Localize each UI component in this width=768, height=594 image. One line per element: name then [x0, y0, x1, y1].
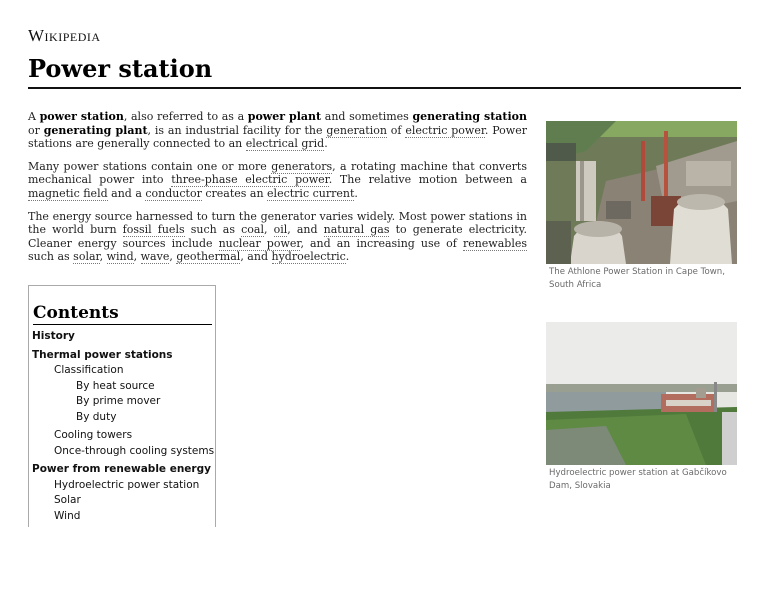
toc-item-classification[interactable]: Classification — [54, 364, 124, 376]
toc-item-by-duty[interactable]: By duty — [76, 410, 117, 423]
text: , — [99, 250, 107, 264]
link-nuclear-power[interactable]: nuclear power — [218, 236, 301, 250]
toc-title: Contents — [33, 303, 212, 325]
link-generators[interactable]: generators — [271, 159, 333, 173]
wikipedia-wordmark[interactable]: Wikipedia — [28, 26, 101, 45]
article-body — [28, 110, 527, 273]
intro-paragraph-1 — [28, 110, 527, 151]
text: , and — [287, 223, 324, 237]
gabcikovo-dam-photo[interactable] — [546, 322, 737, 465]
toc-list — [29, 329, 215, 524]
link-solar[interactable]: solar — [73, 250, 100, 264]
figure-gabcikovo — [546, 322, 738, 493]
text: . — [345, 250, 350, 264]
page-title: Power station — [28, 54, 213, 83]
link-natural-gas[interactable]: natural gas — [323, 223, 390, 237]
term-generating-plant: generating plant — [43, 123, 148, 137]
text: , and — [240, 250, 272, 264]
link-three-phase-electric-power[interactable]: three-phase electric power — [171, 173, 329, 187]
link-fossil-fuels[interactable]: fossil fuels — [122, 223, 185, 237]
text: or — [28, 123, 44, 137]
text: , — [169, 250, 177, 264]
text: . — [324, 137, 328, 151]
table-of-contents — [28, 285, 216, 527]
toc-item-by-heat-source[interactable]: By heat source — [76, 379, 155, 392]
intro-paragraph-3 — [28, 210, 527, 264]
figure-caption: Hydroelectric power station at Gabčíkovo Dam, Slovakia — [549, 468, 727, 491]
text: , — [263, 223, 274, 237]
text: , is an industrial facility for the — [147, 123, 327, 137]
text: , a rotating machine that converts mechanical power into — [28, 159, 527, 187]
text: such as — [184, 223, 242, 237]
link-renewables[interactable]: renewables — [462, 236, 527, 250]
link-conductor[interactable]: conductor — [145, 186, 202, 200]
term-power-plant: power plant — [247, 110, 322, 123]
toc-item-by-prime-mover[interactable]: By prime mover — [76, 395, 161, 407]
intro-paragraph-2 — [28, 160, 527, 201]
athlone-power-station-photo[interactable] — [546, 121, 737, 264]
text: . Power stations are generally connected to an — [28, 123, 527, 151]
link-hydroelectric[interactable]: hydroelectric — [271, 250, 346, 264]
toc-item-wind[interactable]: Wind — [54, 509, 81, 522]
figure-caption: The Athlone Power Station in Cape Town, South Africa — [549, 267, 725, 290]
text: , and an increasing use of — [300, 236, 463, 250]
link-wind[interactable]: wind — [106, 250, 134, 264]
text: A — [28, 110, 40, 123]
toc-item-once-through-cooling[interactable]: Once-through cooling systems — [54, 444, 215, 457]
toc-item-renewable-energy[interactable]: Power from renewable energy — [32, 463, 211, 475]
text: of — [386, 123, 406, 137]
link-electric-power[interactable]: electric power — [405, 123, 485, 137]
link-magnetic-field[interactable]: magnetic field — [28, 186, 108, 200]
text: , — [133, 250, 141, 264]
text: The energy source harnessed to turn the generator varies widely. Most power stations in the world burn — [28, 209, 527, 237]
link-geothermal[interactable]: geothermal — [176, 250, 241, 264]
term-generating-station: generating station — [412, 110, 527, 123]
toc-item-hydroelectric-power-station[interactable]: Hydroelectric power station — [54, 478, 200, 491]
title-divider — [28, 87, 741, 89]
toc-item-cooling-towers[interactable]: Cooling towers — [54, 429, 133, 441]
link-coal[interactable]: coal — [241, 223, 264, 237]
text: . — [354, 186, 358, 200]
text: and sometimes — [321, 110, 413, 123]
link-electrical-grid[interactable]: electrical grid — [245, 137, 325, 151]
text: , also referred to as a — [123, 110, 248, 123]
toc-item-history[interactable]: History — [32, 330, 75, 342]
text: creates an — [201, 186, 268, 200]
text: to generate electricity. Cleaner energy sources include — [28, 223, 527, 250]
link-oil[interactable]: oil — [273, 223, 288, 237]
text: such as — [28, 250, 74, 264]
text: Many power stations contain one or more — [28, 159, 272, 173]
toc-item-thermal-power-stations[interactable]: Thermal power stations — [32, 348, 173, 361]
toc-item-solar[interactable]: Solar — [54, 494, 81, 506]
text: . The relative motion between a — [328, 173, 527, 187]
link-electric-current[interactable]: electric current — [267, 186, 355, 200]
figure-athlone — [546, 121, 738, 292]
link-generation[interactable]: generation — [326, 123, 387, 137]
link-wave[interactable]: wave — [140, 250, 170, 264]
text: and a — [107, 186, 146, 200]
term-power-station: power station — [39, 110, 124, 123]
